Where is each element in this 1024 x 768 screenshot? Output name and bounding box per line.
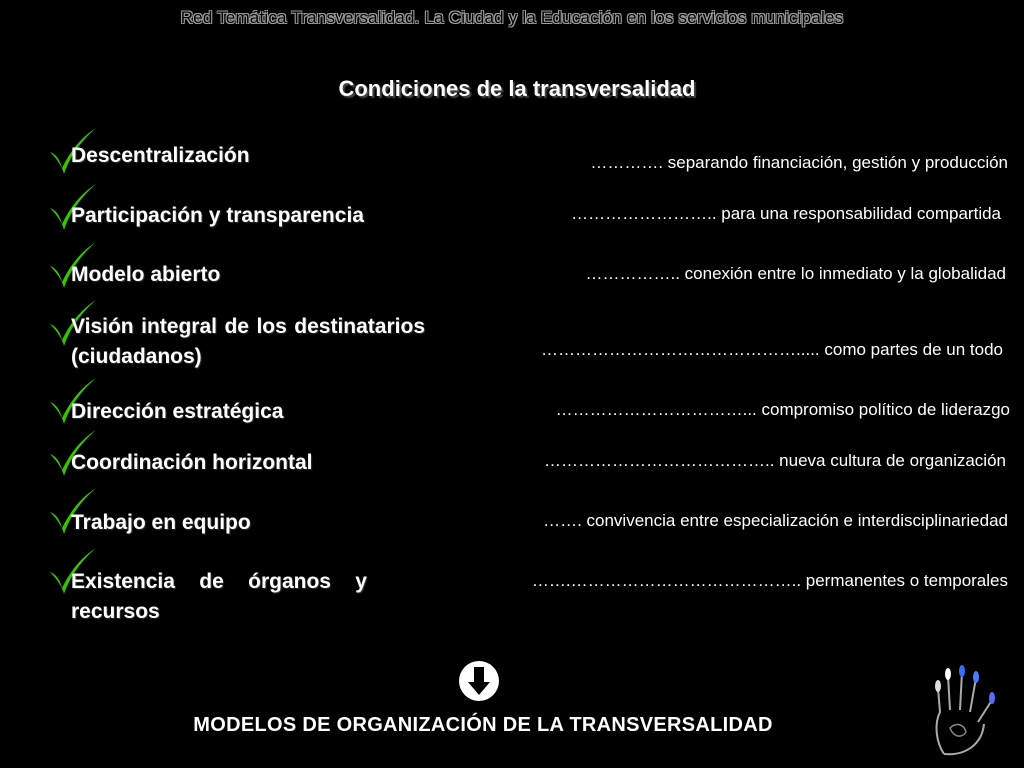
hand-logo-icon — [926, 664, 1002, 760]
item-label: Modelo abierto — [71, 263, 221, 286]
item-detail: …………………….. para una responsabilidad compartida — [571, 204, 1001, 223]
item-label: Existencia de órganos y recursos — [71, 570, 367, 623]
item-detail: …….………………………………….. permanentes o temporales — [531, 571, 1008, 590]
down-arrow-icon — [458, 660, 500, 702]
item-label: Trabajo en equipo — [71, 511, 251, 534]
item-detail: ……. convivencia entre especialización e interdisciplinariedad — [543, 511, 1008, 530]
footer-heading: MODELOS DE ORGANIZACIÓN DE LA TRANSVERSALIDAD — [193, 714, 773, 736]
item-detail: …………. separando financiación, gestión y producción — [590, 153, 1008, 172]
item-label: Coordinación horizontal — [71, 451, 313, 474]
slide-title: Condiciones de la transversalidad — [338, 76, 696, 101]
item-label: Dirección estratégica — [71, 400, 284, 423]
item-detail: ………………………………….. nueva cultura de organización — [544, 451, 1006, 470]
item-detail: ……………………………... compromiso político de liderazgo — [555, 400, 1010, 419]
item-detail: ………………………………………..... como partes de un todo — [541, 340, 1003, 359]
item-detail: …………….. conexión entre lo inmediato y la globalidad — [585, 264, 1006, 283]
item-label: Descentralización — [71, 144, 250, 167]
item-label: Visión integral de los destinatarios (ciudadanos) — [71, 315, 425, 368]
item-label: Participación y transparencia — [71, 204, 364, 227]
presentation-header: Red Temática Transversalidad. La Ciudad y la Educación en los servicios municipales — [180, 8, 844, 27]
